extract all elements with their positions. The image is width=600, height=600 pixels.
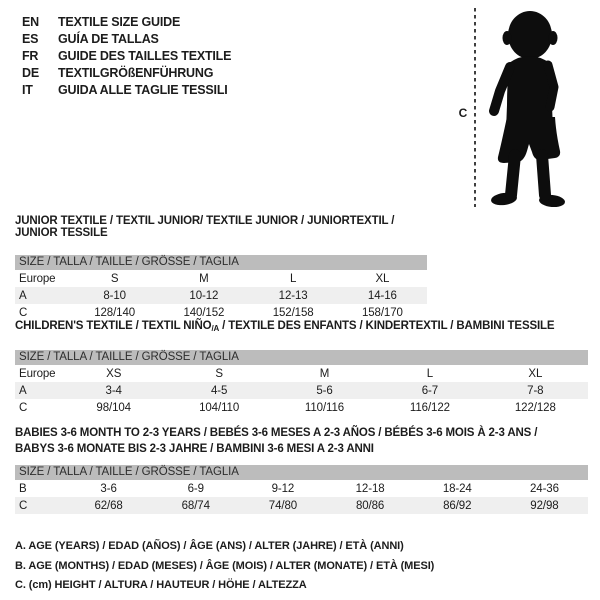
language-row-de (22, 65, 231, 82)
table-row-europe (15, 365, 588, 382)
size-cell: L (289, 272, 297, 285)
title-subscript: /A (211, 324, 220, 333)
value-cell: 18-24 (442, 482, 472, 495)
table-row-age (15, 287, 427, 304)
title-line-2: BABYS 3-6 MONATE BIS 2-3 JAHRE / BAMBINI 3-6 MESI A 2-3 ANNI (15, 442, 374, 455)
language-code: IT (22, 83, 33, 98)
value-cell: 116/122 (409, 401, 450, 414)
row-label: C (19, 499, 28, 512)
junior-table-title: JUNIOR TEXTILE / TEXTIL JUNIOR/ TEXTILE JUNIOR / JUNIORTEXTIL / JUNIOR TESSILE (15, 215, 395, 239)
size-cell: XL (375, 272, 390, 285)
children-table-title (15, 320, 588, 335)
value-cell: 3-6 (100, 482, 117, 495)
row-label: A (19, 384, 27, 397)
value-cell: 24-36 (529, 482, 559, 495)
value-cell: 10-12 (189, 289, 219, 302)
language-title: GUÍA DE TALLAS (58, 31, 159, 46)
value-cell: 12-13 (278, 289, 308, 302)
row-label: A (19, 289, 27, 302)
value-cell: 158/170 (361, 306, 403, 319)
table-row-age-months (15, 480, 588, 497)
legend-line-a: A. AGE (YEARS) / EDAD (AÑOS) / ÂGE (ANS) / ALTER (JAHRE) / ETÀ (ANNI) (15, 540, 404, 552)
size-cell: L (426, 367, 434, 380)
title-text: CHILDREN'S TEXTILE / TEXTIL NIÑO (15, 320, 212, 332)
language-row-en (22, 13, 231, 30)
value-cell: 7-8 (527, 384, 544, 397)
row-label: C (19, 306, 28, 319)
value-cell: 152/158 (272, 306, 314, 319)
row-label: C (19, 401, 28, 414)
size-header-band: SIZE / TALLA / TAILLE / GRÖSSE / TAGLIA (15, 465, 588, 480)
language-title: GUIDA ALLE TAGLIE TESSILI (58, 83, 228, 98)
value-cell: 6-9 (187, 482, 204, 495)
value-cell: 6-7 (421, 384, 439, 397)
size-cell: S (215, 367, 223, 380)
value-cell: 98/104 (96, 401, 131, 414)
size-cell: XS (106, 367, 122, 380)
language-title-list (22, 13, 231, 99)
size-cell: M (319, 367, 330, 380)
value-cell: 128/140 (94, 306, 136, 319)
toddler-silhouette-icon (483, 5, 578, 207)
height-marker-label: C (458, 106, 468, 120)
language-code: DE (22, 66, 39, 81)
value-cell: 12-18 (355, 482, 385, 495)
size-cell: XL (528, 367, 543, 380)
value-cell: 86/92 (443, 499, 472, 512)
row-label: Europe (19, 367, 56, 380)
babies-table-title (15, 426, 588, 457)
title-text: / TEXTILE DES ENFANTS / KINDERTEXTIL / BAMBINI TESSILE (219, 320, 555, 332)
table-row-age (15, 382, 588, 399)
language-code: FR (22, 48, 39, 63)
value-cell: 5-6 (316, 384, 333, 397)
size-cell: M (199, 272, 209, 285)
row-label: B (19, 482, 27, 495)
size-header-band: SIZE / TALLA / TAILLE / GRÖSSE / TAGLIA (15, 255, 427, 270)
row-label: Europe (19, 272, 56, 285)
value-cell: 92/98 (530, 499, 559, 512)
babies-size-table (15, 426, 588, 514)
height-dashed-line (474, 8, 476, 207)
legend-line-c: C. (cm) HEIGHT / ALTURA / HAUTEUR / HÖHE / ALTEZZA (15, 579, 307, 591)
value-cell: 3-4 (105, 384, 122, 397)
title-line-1: BABIES 3-6 MONTH TO 2-3 YEARS / BEBÉS 3-6 MESES A 2-3 AÑOS / BÉBÉS 3-6 MOIS À 2-3 ANS / (15, 427, 538, 439)
value-cell: 8-10 (103, 289, 126, 302)
table-row-height (15, 304, 427, 321)
value-cell: 9-12 (271, 482, 295, 495)
value-cell: 68/74 (181, 499, 210, 512)
language-row-fr (22, 47, 231, 64)
language-row-it (22, 82, 231, 99)
size-header-band: SIZE / TALLA / TAILLE / GRÖSSE / TAGLIA (15, 350, 588, 365)
value-cell: 122/128 (514, 401, 556, 414)
value-cell: 110/116 (304, 401, 345, 414)
language-title: TEXTILGRÖßENFÜHRUNG (58, 66, 214, 81)
size-cell: S (110, 272, 119, 285)
language-title: TEXTILE SIZE GUIDE (58, 14, 181, 29)
table-row-height (15, 399, 588, 416)
value-cell: 62/68 (94, 499, 123, 512)
measurement-legend (15, 537, 434, 596)
value-cell: 104/110 (199, 401, 240, 414)
value-cell: 80/86 (355, 499, 385, 512)
language-title: GUIDE DES TAILLES TEXTILE (58, 48, 232, 63)
value-cell: 14-16 (367, 289, 397, 302)
language-code: EN (22, 14, 39, 29)
value-cell: 140/152 (183, 306, 225, 319)
junior-size-table (15, 215, 427, 321)
table-row-height (15, 497, 588, 514)
table-row-europe (15, 270, 427, 287)
value-cell: 74/80 (268, 499, 298, 512)
legend-line-b: B. AGE (MONTHS) / EDAD (MESES) / ÂGE (MOIS) / ALTER (MONATE) / ETÀ (MESI) (15, 559, 435, 572)
language-code: ES (22, 31, 39, 46)
value-cell: 4-5 (210, 384, 228, 397)
language-row-es (22, 30, 231, 47)
children-size-table (15, 320, 588, 416)
